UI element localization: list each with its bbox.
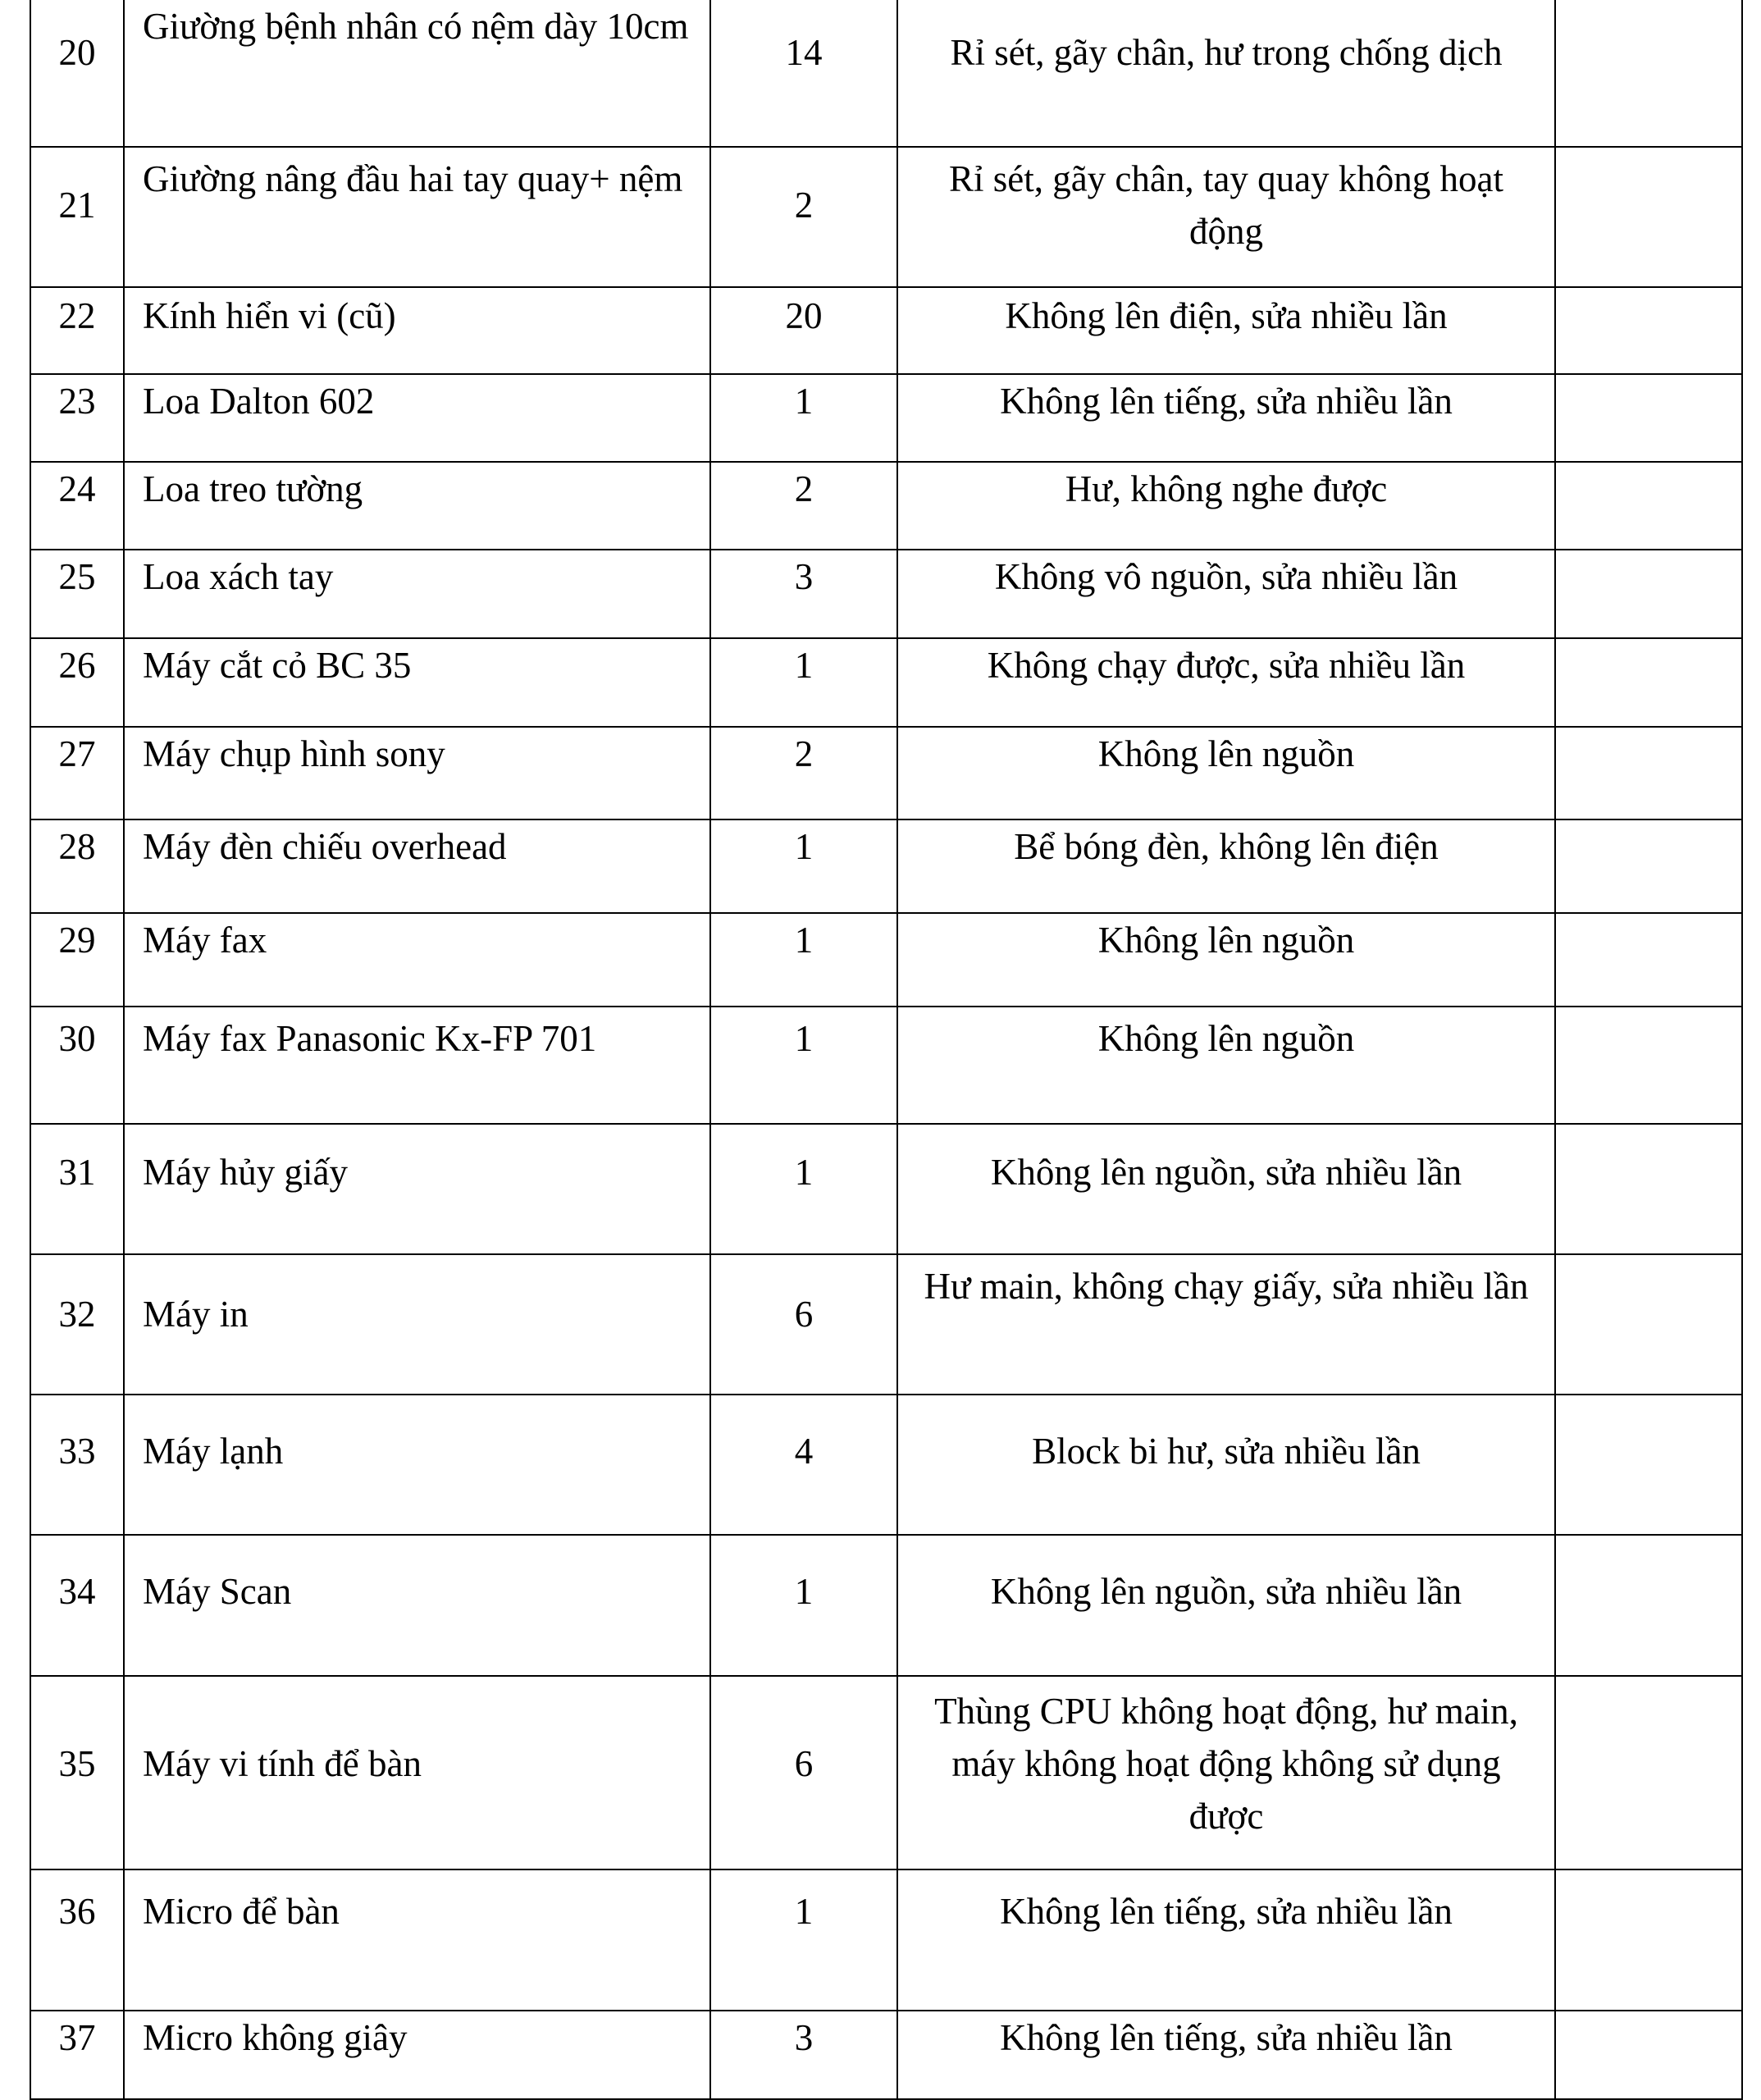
table-row — [30, 2011, 1742, 2099]
item-note — [1555, 1676, 1742, 1869]
item-name: Kính hiển vi (cũ) — [124, 287, 710, 374]
item-name: Máy cắt cỏ BC 35 — [124, 638, 710, 727]
item-condition: Không lên nguồn, sửa nhiều lần — [897, 1535, 1555, 1676]
table-row — [30, 1395, 1742, 1535]
table-row — [30, 550, 1742, 638]
item-condition: Block bi hư, sửa nhiều lần — [897, 1395, 1555, 1535]
item-name: Máy hủy giấy — [124, 1124, 710, 1254]
item-note — [1555, 1254, 1742, 1395]
item-condition: Rỉ sét, gãy chân, tay quay không hoạt động — [897, 147, 1555, 287]
item-note — [1555, 147, 1742, 287]
item-condition: Không vô nguồn, sửa nhiều lần — [897, 550, 1555, 638]
item-quantity: 1 — [710, 913, 897, 1007]
row-number: 26 — [30, 638, 124, 727]
item-condition: Không lên nguồn — [897, 727, 1555, 819]
item-quantity: 1 — [710, 819, 897, 913]
table-row — [30, 913, 1742, 1007]
item-note — [1555, 0, 1742, 147]
table-row — [30, 0, 1742, 147]
item-quantity: 1 — [710, 638, 897, 727]
item-name: Giường nâng đầu hai tay quay+ nệm — [124, 147, 710, 287]
item-note — [1555, 638, 1742, 727]
table-row — [30, 727, 1742, 819]
table-row — [30, 1676, 1742, 1869]
item-quantity: 2 — [710, 462, 897, 550]
item-note — [1555, 462, 1742, 550]
item-note — [1555, 819, 1742, 913]
item-note — [1555, 1869, 1742, 2011]
item-name: Máy đèn chiếu overhead — [124, 819, 710, 913]
item-note — [1555, 550, 1742, 638]
table-row — [30, 1124, 1742, 1254]
item-quantity: 4 — [710, 1395, 897, 1535]
item-quantity: 20 — [710, 287, 897, 374]
table-row — [30, 1007, 1742, 1124]
row-number: 27 — [30, 727, 124, 819]
row-number: 28 — [30, 819, 124, 913]
item-name: Loa Dalton 602 — [124, 374, 710, 462]
item-note — [1555, 374, 1742, 462]
item-name: Micro không giây — [124, 2011, 710, 2099]
row-number: 23 — [30, 374, 124, 462]
item-name: Giường bệnh nhân có nệm dày 10cm — [124, 0, 710, 147]
row-number: 29 — [30, 913, 124, 1007]
item-name: Máy chụp hình sony — [124, 727, 710, 819]
item-quantity: 1 — [710, 1007, 897, 1124]
item-quantity: 3 — [710, 550, 897, 638]
item-condition: Rỉ sét, gãy chân, hư trong chống dịch — [897, 0, 1555, 147]
item-condition: Không lên tiếng, sửa nhiều lần — [897, 374, 1555, 462]
item-name: Máy fax — [124, 913, 710, 1007]
item-name: Máy lạnh — [124, 1395, 710, 1535]
item-quantity: 1 — [710, 1124, 897, 1254]
table-row — [30, 1254, 1742, 1395]
table-row — [30, 1535, 1742, 1676]
item-note — [1555, 287, 1742, 374]
item-condition: Không lên nguồn — [897, 913, 1555, 1007]
row-number: 25 — [30, 550, 124, 638]
table-row — [30, 1869, 1742, 2011]
item-note — [1555, 1124, 1742, 1254]
item-quantity: 1 — [710, 374, 897, 462]
item-note — [1555, 2011, 1742, 2099]
row-number: 37 — [30, 2011, 124, 2099]
item-name: Máy in — [124, 1254, 710, 1395]
table-row — [30, 462, 1742, 550]
item-condition: Không lên điện, sửa nhiều lần — [897, 287, 1555, 374]
item-name: Micro để bàn — [124, 1869, 710, 2011]
item-name: Máy fax Panasonic Kx-FP 701 — [124, 1007, 710, 1124]
row-number: 30 — [30, 1007, 124, 1124]
row-number: 35 — [30, 1676, 124, 1869]
table-row — [30, 374, 1742, 462]
row-number: 33 — [30, 1395, 124, 1535]
row-number: 22 — [30, 287, 124, 374]
item-note — [1555, 1395, 1742, 1535]
table-row — [30, 287, 1742, 374]
item-quantity: 2 — [710, 727, 897, 819]
item-condition: Hư, không nghe được — [897, 462, 1555, 550]
item-condition: Thùng CPU không hoạt động, hư main, máy không hoạt động không sử dụng được — [897, 1676, 1555, 1869]
row-number: 31 — [30, 1124, 124, 1254]
item-condition: Không lên nguồn — [897, 1007, 1555, 1124]
item-name: Loa xách tay — [124, 550, 710, 638]
item-condition: Không chạy được, sửa nhiều lần — [897, 638, 1555, 727]
row-number: 21 — [30, 147, 124, 287]
row-number: 24 — [30, 462, 124, 550]
table-row — [30, 147, 1742, 287]
item-name: Loa treo tường — [124, 462, 710, 550]
row-number: 20 — [30, 0, 124, 147]
item-quantity: 3 — [710, 2011, 897, 2099]
item-note — [1555, 1007, 1742, 1124]
row-number: 36 — [30, 1869, 124, 2011]
item-quantity: 2 — [710, 147, 897, 287]
item-quantity: 6 — [710, 1254, 897, 1395]
item-name: Máy Scan — [124, 1535, 710, 1676]
item-note — [1555, 1535, 1742, 1676]
table-row — [30, 638, 1742, 727]
item-condition: Không lên tiếng, sửa nhiều lần — [897, 1869, 1555, 2011]
item-quantity: 6 — [710, 1676, 897, 1869]
item-condition: Không lên tiếng, sửa nhiều lần — [897, 2011, 1555, 2099]
item-condition: Không lên nguồn, sửa nhiều lần — [897, 1124, 1555, 1254]
equipment-disposal-table — [30, 0, 1743, 2100]
table-row — [30, 819, 1742, 913]
row-number: 32 — [30, 1254, 124, 1395]
item-condition: Hư main, không chạy giấy, sửa nhiều lần — [897, 1254, 1555, 1395]
item-note — [1555, 727, 1742, 819]
item-quantity: 1 — [710, 1869, 897, 2011]
item-note — [1555, 913, 1742, 1007]
row-number: 34 — [30, 1535, 124, 1676]
item-condition: Bể bóng đèn, không lên điện — [897, 819, 1555, 913]
item-name: Máy vi tính để bàn — [124, 1676, 710, 1869]
item-quantity: 1 — [710, 1535, 897, 1676]
item-quantity: 14 — [710, 0, 897, 147]
